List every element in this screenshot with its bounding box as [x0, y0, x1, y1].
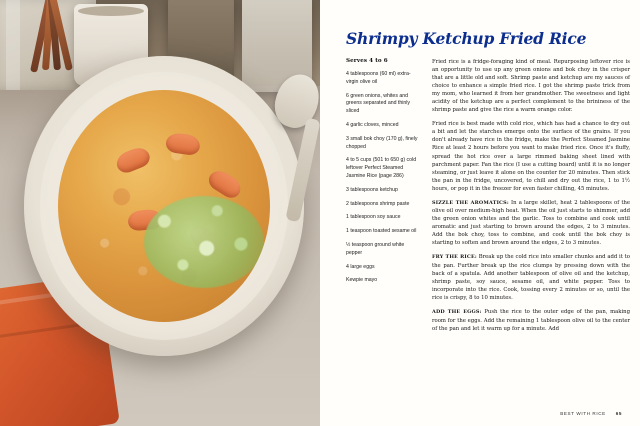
ingredient-item: 4 tablespoons (60 ml) extra-virgin olive oil: [346, 71, 411, 85]
step-lead-in: ADD THE EGGS:: [432, 309, 482, 316]
page-footer: [560, 411, 622, 416]
ingredient-item: 6 green onions, whites and greens separated and thinly sliced: [346, 92, 411, 115]
recipe-text-page: [320, 0, 640, 426]
ingredients-column: [346, 58, 420, 339]
footer-section-label: BEST WITH RICE: [560, 411, 606, 416]
shrimp-piece: [113, 144, 152, 175]
green-onion-garnish: [144, 196, 264, 288]
serving-spoon: [270, 74, 320, 224]
step-text: Push the rice to the outer edge of the pan, making room for the eggs. Add the remaining 1 tablespoon olive oil to the center of the pan and let it warm up for a minute. Add: [432, 309, 630, 332]
ingredient-item: Kewpie mayo: [346, 277, 378, 284]
ingredient-item: 4 large eggs: [346, 263, 375, 270]
ingredient-item: 4 to 5 cups (501 to 650 g) cold leftover Perfect Steamed Jasmine Rice (page 286): [346, 157, 417, 179]
step-text: Break up the cold rice into smaller chunks and add it to the pan. Further break up the rice clumps by pressing down with the back of a spatula. Add another tablespoon of olive oil and the ketchup, shrimp paste, soy sauce, sesame oil, and white pepper. Toss to incorporate into the rice. Cook, tossing every 2 minutes or so, until the rice is crispy, 8 to 10 minutes.: [432, 254, 630, 302]
shrimp-piece: [165, 132, 201, 157]
spoon-handle: [285, 118, 320, 223]
fried-rice: [58, 90, 270, 322]
step-text: In a large skillet, heat 2 tablespoons of the olive oil over medium-high heat. When the oil just starts to shimmer, add the green onion whites and the garlic. Toss to combine and cook until aromatic and just starting to brown around the edges, 2 to 3 minutes. Add the bok choy, toss to combine, and cook until the bok choy is starting to soften and brown around the edges, 2 to 3 minutes.: [432, 199, 630, 247]
recipe-columns: [346, 58, 630, 339]
instruction-step: [432, 308, 630, 333]
step-lead-in: SIZZLE THE AROMATICS:: [432, 199, 509, 206]
ingredient-item: 1 teaspoon toasted sesame oil: [346, 228, 417, 235]
ingredient-item: 3 small bok choy (170 g), finely chopped: [346, 135, 418, 150]
serves-label: Serves 4 to 6: [346, 58, 388, 64]
serving-bowl: [24, 56, 304, 356]
instructions-column: [432, 58, 630, 339]
recipe-title: Shrimpy Ketchup Fried Rice: [346, 29, 587, 48]
instruction-step: [432, 199, 630, 248]
ingredient-item: 3 tablespoons ketchup: [346, 186, 398, 193]
page-number: 65: [615, 411, 622, 416]
step-lead-in: FRY THE RICE:: [432, 254, 477, 261]
ingredient-item: 1 tablespoon soy sauce: [346, 214, 401, 221]
headnote-paragraph: Fried rice is a fridge-foraging kind of meal. Repurposing leftover rice is an opportunity to use up any green onions and bok choy in the crisper that are a little old and soft. Shrimp paste and ketchup are my sauces of choice to enhance a simple fried rice. I got the shrimp paste trick from my mom, who learned it from her grandmother. The sweetness and light acidity of the ketchup are a perfect complement to the brininess of the shrimp paste and give the rice a warm orange color.: [432, 59, 630, 114]
ingredient-item: 4 garlic cloves, minced: [346, 121, 399, 128]
ingredient-item: 2 tablespoons shrimp paste: [346, 200, 410, 207]
ingredient-item: ½ teaspoon ground white pepper: [346, 241, 405, 256]
instruction-step: [432, 253, 630, 302]
headnote-paragraph: Fried rice is best made with cold rice, which has had a chance to dry out a bit and let the starches emerge onto the surface of the grains. If you don't already have rice in the fridge, make the Perfect Steamed Jasmine Rice at least 2 hours before you want to make fried rice. Once it's fluffy, spread the hot rice over a large rimmed baking sheet lined with parchment paper. Fan the rice (I use a cutting board) until it is no longer steaming, or just leave it alone on the counter for 20 minutes. Then stick the pan in the fridge, uncovered, to chill and dry out the rice, 1 to 1½ hours, or pop it in the freezer for even faster chilling, 45 minutes.: [432, 121, 630, 192]
